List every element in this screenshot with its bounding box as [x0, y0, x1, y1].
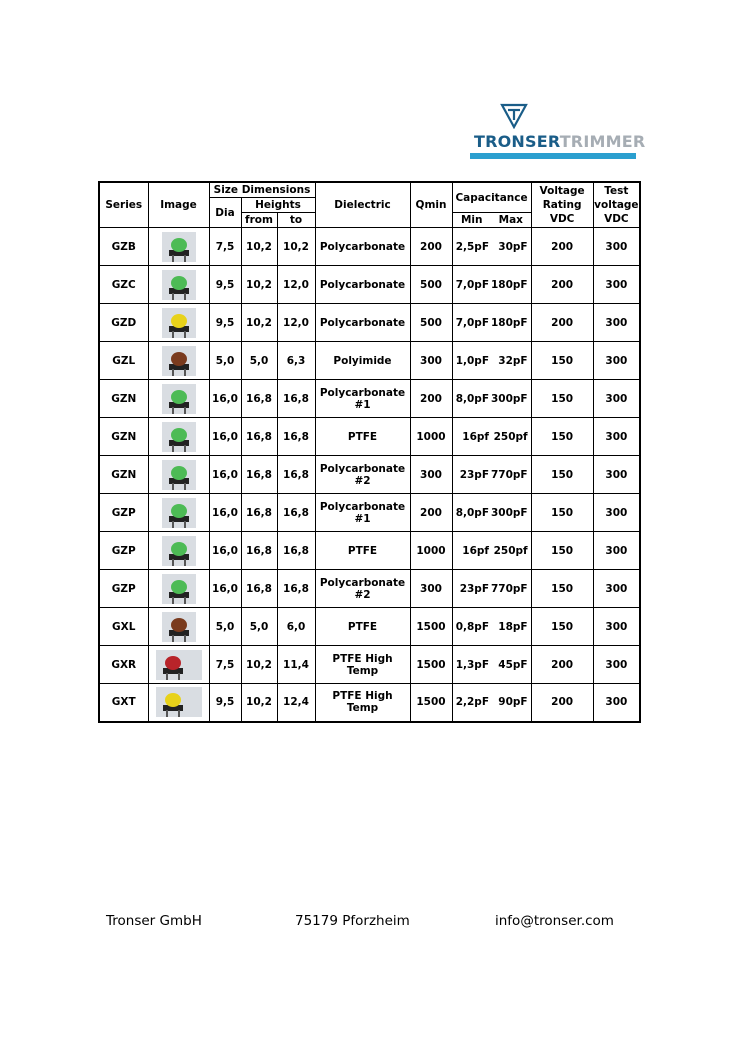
cell-height-to: 12,4	[277, 684, 315, 722]
cell-image	[148, 266, 209, 304]
cell-height-from: 16,8	[241, 418, 277, 456]
cell-dielectric: PTFE	[315, 418, 410, 456]
cell-height-from: 10,2	[241, 304, 277, 342]
cell-series: GZD	[99, 304, 148, 342]
cell-qmin: 500	[410, 304, 452, 342]
cell-dia: 9,5	[209, 684, 241, 722]
cell-series: GZP	[99, 570, 148, 608]
footer-email[interactable]: info@tronser.com	[495, 913, 614, 929]
cell-test-voltage: 300	[593, 646, 640, 684]
cell-cap-min: 2,2pF	[452, 684, 491, 722]
header-dielectric: Dielectric	[315, 182, 410, 228]
table-row	[99, 266, 640, 304]
cell-height-from: 5,0	[241, 342, 277, 380]
red-trimmer-image	[156, 650, 202, 680]
cell-height-from: 16,8	[241, 380, 277, 418]
cell-height-to: 6,3	[277, 342, 315, 380]
table-row	[99, 608, 640, 646]
cell-image	[148, 418, 209, 456]
cell-cap-min: 16pf	[452, 532, 491, 570]
logo-wordmark	[474, 132, 645, 151]
logo-part-1: TRONSER	[474, 132, 560, 151]
table-row	[99, 494, 640, 532]
cell-series: GZN	[99, 456, 148, 494]
cell-cap-min: 23pF	[452, 456, 491, 494]
table-row	[99, 684, 640, 722]
cell-cap-max: 90pF	[491, 684, 531, 722]
cell-voltage-rating: 150	[531, 380, 593, 418]
header-series: Series	[99, 182, 148, 228]
cell-cap-min: 23pF	[452, 570, 491, 608]
cell-qmin: 1000	[410, 532, 452, 570]
cell-image	[148, 608, 209, 646]
tronser-logo-icon	[500, 103, 528, 129]
header-capacitance: Capacitance	[452, 182, 531, 213]
header-max: Max	[491, 213, 531, 228]
cell-cap-min: 1,0pF	[452, 342, 491, 380]
yellow-trimmer-image	[156, 687, 202, 717]
table-row	[99, 228, 640, 266]
cell-voltage-rating: 150	[531, 456, 593, 494]
brown-trimmer-image	[162, 612, 196, 642]
cell-voltage-rating: 150	[531, 342, 593, 380]
cell-height-to: 16,8	[277, 532, 315, 570]
green-trimmer-image	[162, 384, 196, 414]
cell-height-to: 6,0	[277, 608, 315, 646]
cell-height-from: 16,8	[241, 494, 277, 532]
cell-test-voltage: 300	[593, 342, 640, 380]
header-size-dimensions: Size Dimensions	[209, 182, 315, 198]
cell-image	[148, 532, 209, 570]
cell-cap-min: 8,0pF	[452, 380, 491, 418]
green-trimmer-image	[162, 536, 196, 566]
cell-dia: 16,0	[209, 418, 241, 456]
cell-voltage-rating: 200	[531, 684, 593, 722]
table-row	[99, 646, 640, 684]
green-trimmer-image	[162, 270, 196, 300]
cell-voltage-rating: 200	[531, 266, 593, 304]
header-to: to	[277, 213, 315, 228]
cell-height-to: 16,8	[277, 456, 315, 494]
cell-height-from: 16,8	[241, 456, 277, 494]
cell-dia: 16,0	[209, 532, 241, 570]
cell-test-voltage: 300	[593, 608, 640, 646]
cell-height-to: 12,0	[277, 304, 315, 342]
footer-city: 75179 Pforzheim	[295, 913, 410, 929]
cell-series: GZL	[99, 342, 148, 380]
cell-image	[148, 456, 209, 494]
cell-cap-min: 0,8pF	[452, 608, 491, 646]
cell-image	[148, 494, 209, 532]
cell-qmin: 200	[410, 494, 452, 532]
cell-series: GXR	[99, 646, 148, 684]
header-min: Min	[452, 213, 491, 228]
cell-cap-min: 1,3pF	[452, 646, 491, 684]
cell-dielectric: PTFE	[315, 532, 410, 570]
cell-image	[148, 342, 209, 380]
header-heights: Heights	[241, 198, 315, 213]
cell-dia: 5,0	[209, 342, 241, 380]
header-qmin: Qmin	[410, 182, 452, 228]
cell-voltage-rating: 150	[531, 494, 593, 532]
cell-dielectric: Polycarbonate #2	[315, 456, 410, 494]
table-row	[99, 380, 640, 418]
cell-cap-min: 16pf	[452, 418, 491, 456]
cell-image	[148, 570, 209, 608]
cell-cap-max: 300pF	[491, 494, 531, 532]
cell-qmin: 200	[410, 228, 452, 266]
cell-height-to: 16,8	[277, 380, 315, 418]
cell-qmin: 500	[410, 266, 452, 304]
cell-dia: 9,5	[209, 304, 241, 342]
cell-dielectric: Polycarbonate #1	[315, 494, 410, 532]
cell-height-from: 10,2	[241, 684, 277, 722]
cell-height-to: 16,8	[277, 418, 315, 456]
cell-cap-max: 180pF	[491, 304, 531, 342]
cell-image	[148, 684, 209, 722]
brown-trimmer-image	[162, 346, 196, 376]
cell-cap-max: 300pF	[491, 380, 531, 418]
cell-dielectric: Polycarbonate	[315, 266, 410, 304]
cell-cap-max: 770pF	[491, 456, 531, 494]
cell-voltage-rating: 150	[531, 608, 593, 646]
header-dia: Dia	[209, 198, 241, 228]
header-voltage-rating: Voltage Rating VDC	[531, 182, 593, 228]
footer-company: Tronser GmbH	[106, 913, 202, 929]
cell-test-voltage: 300	[593, 570, 640, 608]
cell-qmin: 1000	[410, 418, 452, 456]
cell-dielectric: PTFE High Temp	[315, 684, 410, 722]
table-row	[99, 418, 640, 456]
yellow-trimmer-image	[162, 308, 196, 338]
cell-dielectric: Polycarbonate #2	[315, 570, 410, 608]
cell-height-from: 10,2	[241, 646, 277, 684]
cell-series: GXL	[99, 608, 148, 646]
cell-qmin: 200	[410, 380, 452, 418]
header-image: Image	[148, 182, 209, 228]
table-row	[99, 456, 640, 494]
cell-dia: 9,5	[209, 266, 241, 304]
cell-height-from: 5,0	[241, 608, 277, 646]
table-row	[99, 570, 640, 608]
cell-dia: 7,5	[209, 228, 241, 266]
cell-test-voltage: 300	[593, 532, 640, 570]
cell-test-voltage: 300	[593, 380, 640, 418]
cell-dielectric: PTFE	[315, 608, 410, 646]
cell-height-from: 16,8	[241, 532, 277, 570]
table-row	[99, 342, 640, 380]
cell-series: GZP	[99, 532, 148, 570]
logo-part-2: TRIMMER	[559, 132, 646, 151]
cell-voltage-rating: 150	[531, 532, 593, 570]
cell-image	[148, 304, 209, 342]
cell-test-voltage: 300	[593, 684, 640, 722]
cell-dielectric: Polycarbonate	[315, 228, 410, 266]
cell-test-voltage: 300	[593, 304, 640, 342]
green-trimmer-image	[162, 232, 196, 262]
cell-series: GZP	[99, 494, 148, 532]
cell-height-from: 10,2	[241, 228, 277, 266]
green-trimmer-image	[162, 460, 196, 490]
cell-series: GZB	[99, 228, 148, 266]
product-spec-table	[98, 181, 641, 723]
cell-dia: 16,0	[209, 570, 241, 608]
cell-dia: 16,0	[209, 456, 241, 494]
cell-voltage-rating: 200	[531, 228, 593, 266]
cell-dielectric: Polycarbonate	[315, 304, 410, 342]
cell-dia: 16,0	[209, 494, 241, 532]
green-trimmer-image	[162, 422, 196, 452]
cell-dielectric: Polyimide	[315, 342, 410, 380]
header-from: from	[241, 213, 277, 228]
cell-image	[148, 646, 209, 684]
cell-height-to: 12,0	[277, 266, 315, 304]
cell-cap-max: 180pF	[491, 266, 531, 304]
cell-dielectric: PTFE High Temp	[315, 646, 410, 684]
cell-cap-max: 45pF	[491, 646, 531, 684]
cell-cap-max: 18pF	[491, 608, 531, 646]
cell-dielectric: Polycarbonate #1	[315, 380, 410, 418]
cell-height-to: 10,2	[277, 228, 315, 266]
cell-cap-min: 8,0pF	[452, 494, 491, 532]
cell-test-voltage: 300	[593, 418, 640, 456]
green-trimmer-image	[162, 574, 196, 604]
company-logo	[468, 103, 646, 161]
cell-test-voltage: 300	[593, 494, 640, 532]
cell-test-voltage: 300	[593, 228, 640, 266]
cell-height-to: 11,4	[277, 646, 315, 684]
cell-cap-max: 30pF	[491, 228, 531, 266]
cell-qmin: 1500	[410, 608, 452, 646]
cell-series: GZN	[99, 380, 148, 418]
cell-height-to: 16,8	[277, 494, 315, 532]
cell-dia: 16,0	[209, 380, 241, 418]
cell-qmin: 1500	[410, 646, 452, 684]
cell-qmin: 300	[410, 456, 452, 494]
cell-cap-min: 2,5pF	[452, 228, 491, 266]
cell-voltage-rating: 200	[531, 304, 593, 342]
cell-qmin: 1500	[410, 684, 452, 722]
cell-dia: 5,0	[209, 608, 241, 646]
cell-qmin: 300	[410, 342, 452, 380]
cell-series: GZN	[99, 418, 148, 456]
cell-series: GZC	[99, 266, 148, 304]
cell-height-from: 10,2	[241, 266, 277, 304]
cell-voltage-rating: 150	[531, 570, 593, 608]
cell-image	[148, 380, 209, 418]
cell-height-to: 16,8	[277, 570, 315, 608]
header-test-voltage: Test voltage VDC	[593, 182, 640, 228]
green-trimmer-image	[162, 498, 196, 528]
cell-series: GXT	[99, 684, 148, 722]
cell-test-voltage: 300	[593, 456, 640, 494]
table-row	[99, 532, 640, 570]
cell-voltage-rating: 200	[531, 646, 593, 684]
cell-cap-max: 250pf	[491, 418, 531, 456]
cell-qmin: 300	[410, 570, 452, 608]
cell-cap-min: 7,0pF	[452, 266, 491, 304]
cell-cap-min: 7,0pF	[452, 304, 491, 342]
cell-voltage-rating: 150	[531, 418, 593, 456]
cell-height-from: 16,8	[241, 570, 277, 608]
cell-image	[148, 228, 209, 266]
cell-cap-max: 250pf	[491, 532, 531, 570]
cell-test-voltage: 300	[593, 266, 640, 304]
table-row	[99, 304, 640, 342]
cell-dia: 7,5	[209, 646, 241, 684]
cell-cap-max: 32pF	[491, 342, 531, 380]
cell-cap-max: 770pF	[491, 570, 531, 608]
logo-underline-bar	[470, 153, 636, 159]
